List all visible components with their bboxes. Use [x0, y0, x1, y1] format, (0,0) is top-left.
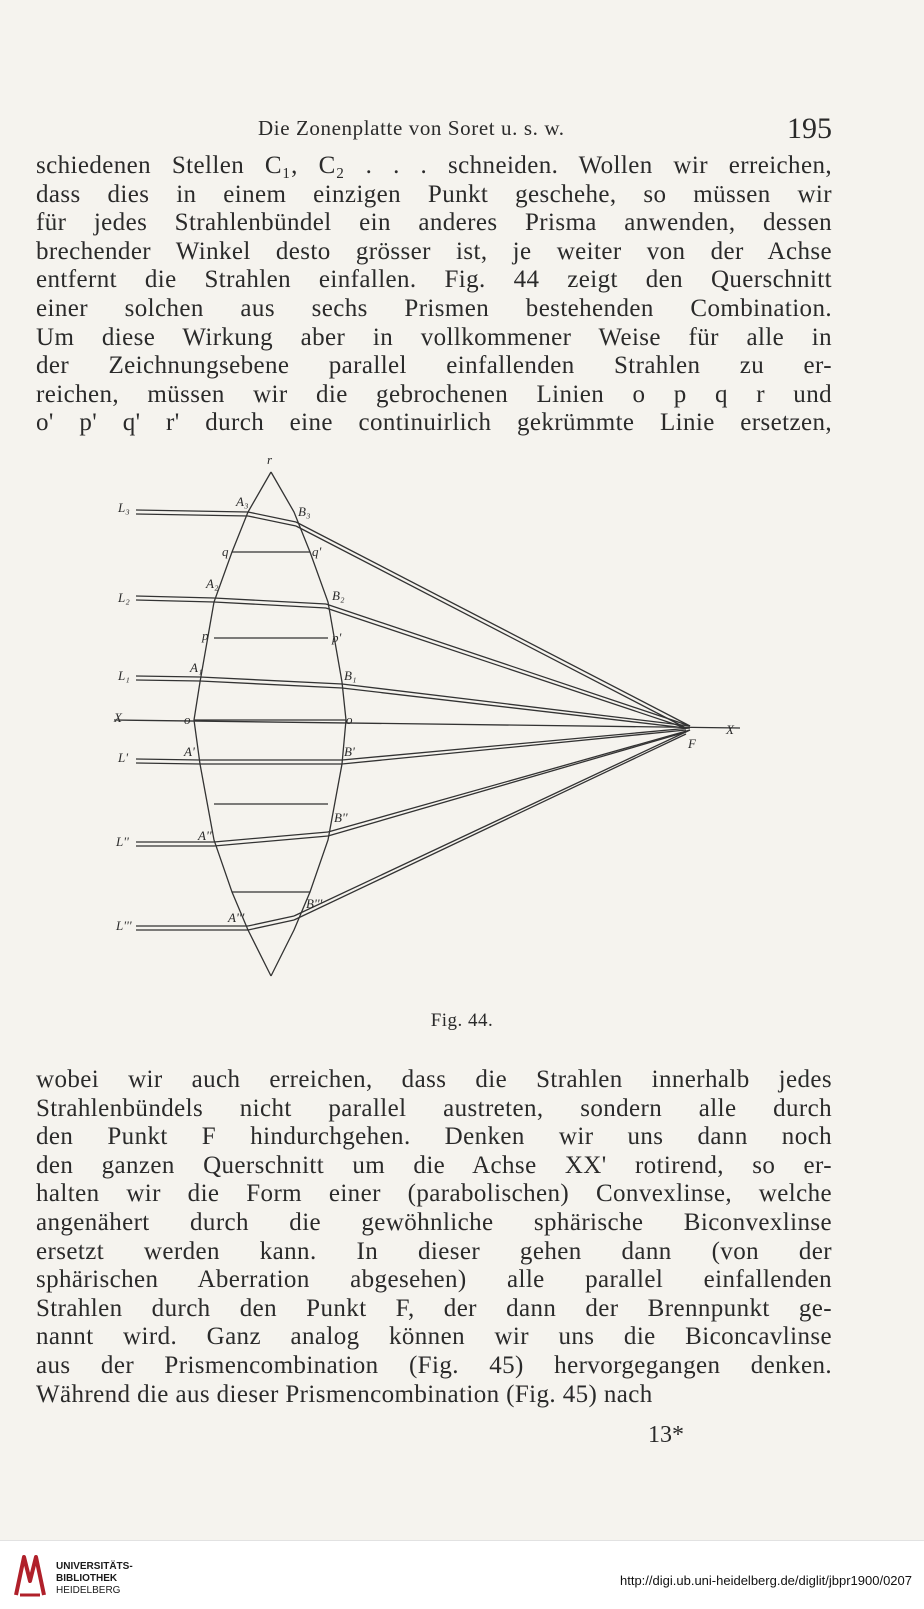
text-line: Um diese Wirkung aber in vollkommener Weise für alle in: [36, 323, 832, 351]
label-A1: A₁: [190, 660, 203, 675]
text-line: angenähert durch die gewöhnliche sphärische Biconvexlinse: [36, 1208, 832, 1236]
label-B3: B₃: [298, 504, 311, 519]
text-line: für jedes Strahlenbündel ein anderes Prisma anwenden, dessen: [36, 209, 832, 237]
text-line: Während die aus dieser Prismencombination (Fig. 45) nach: [36, 1380, 653, 1408]
library-name: [56, 1561, 133, 1597]
text-line: brechender Winkel desto grösser ist, je weiter von der Achse: [36, 237, 832, 265]
text-line: den Punkt F hindurchgehen. Denken wir uns dann noch: [36, 1123, 832, 1151]
label-x-right: X: [726, 722, 734, 737]
text-line: entfernt die Strahlen einfallen. Fig. 44 zeigt den Querschnitt: [36, 266, 832, 294]
label-p-prime: p': [332, 630, 342, 645]
label-L1-prime: L': [118, 750, 129, 765]
label-L2: L₂: [118, 590, 130, 605]
label-o-left: o: [184, 712, 191, 727]
text-line: den ganzen Querschnitt um die Achse XX' rotirend, so er-: [36, 1151, 832, 1179]
heidelberg-library-logo-icon: [10, 1551, 50, 1601]
label-q-prime: q': [312, 544, 322, 559]
page-number: 195: [787, 112, 832, 145]
label-p: p: [202, 628, 209, 643]
label-L2-prime: L'': [116, 834, 129, 849]
label-q: q: [222, 544, 229, 559]
paragraph-bottom: [36, 1066, 832, 1409]
library-line: BIBLIOTHEK: [56, 1573, 118, 1584]
label-L1: L₁: [118, 668, 130, 683]
lens-left-edge: [194, 472, 271, 976]
text-line: einer solchen aus sechs Prismen bestehenden Combination.: [36, 294, 832, 322]
label-A3-prime: A''': [228, 910, 245, 925]
text-line: o' p' q' r' durch eine continuirlich gekrümmte Linie ersetzen,: [36, 409, 832, 437]
label-r: r: [267, 452, 273, 467]
label-B3-prime: B''': [306, 896, 323, 911]
ray-bundle-L2-prime: [136, 730, 690, 846]
running-header: [36, 112, 832, 146]
label-A1-prime: A': [184, 744, 195, 759]
signature-mark: 13*: [648, 1422, 684, 1448]
source-url-link[interactable]: http://digi.ub.uni-heidelberg.de/diglit/jbpr1900/0207: [620, 1573, 912, 1588]
library-line: HEIDELBERG: [56, 1585, 121, 1596]
label-X: X: [114, 710, 122, 725]
label-o-right: o: [346, 712, 353, 727]
label-B2: B₂: [332, 588, 345, 603]
ray-bundle-L2: [136, 596, 690, 728]
label-L3: L₃: [118, 500, 130, 515]
label-L3-prime: L''': [116, 918, 132, 933]
text-line: der Zeichnungsebene parallel einfallenden Strahlen zu er-: [36, 352, 832, 380]
text-line: schiedenen Stellen C₁, C₂ . . . schneiden. Wollen wir erreichen,: [36, 152, 832, 179]
text-line: nannt wird. Ganz analog können wir uns die Biconcavlinse: [36, 1323, 832, 1351]
text-line: dass dies in einem einzigen Punkt geschehe, so müssen wir: [36, 180, 832, 208]
figure-44-prism-lens-diagram: [100, 452, 780, 1012]
label-B2-prime: B'': [334, 810, 348, 825]
label-B1: B₁: [344, 668, 357, 683]
label-B1-prime: B': [344, 744, 355, 759]
text-line: reichen, müssen wir die gebrochenen Linien o p q r und: [36, 380, 832, 408]
figure-caption: Fig. 44.: [430, 1010, 494, 1031]
text-line: Strahlenbündels nicht parallel austreten, sondern alle durch: [36, 1094, 832, 1122]
text-line: ersetzt werden kann. In dieser gehen dann (von der: [36, 1237, 832, 1265]
paragraph-top: [36, 152, 832, 438]
ray-bundle-L3: [136, 510, 690, 728]
label-F: F: [688, 736, 696, 751]
running-title: Die Zonenplatte von Soret u. s. w.: [258, 116, 565, 140]
text-line: aus der Prismencombination (Fig. 45) hervorgegangen denken.: [36, 1351, 832, 1379]
source-url: [620, 1573, 912, 1588]
text-line: Strahlen durch den Punkt F, der dann der Brennpunkt ge-: [36, 1294, 832, 1322]
text-line: halten wir die Form einer (parabolischen) Convexlinse, welche: [36, 1180, 832, 1208]
text-line: sphärischen Aberration abgesehen) alle parallel einfallenden: [36, 1266, 832, 1294]
ray-bundle-L1-prime: [136, 728, 690, 764]
label-A2-prime: A'': [198, 828, 212, 843]
text-line: wobei wir auch erreichen, dass die Strahlen innerhalb jedes: [36, 1066, 832, 1093]
library-footer: [0, 1540, 924, 1609]
label-A2: A₂: [206, 576, 219, 591]
label-A3: A₃: [236, 494, 249, 509]
library-line: UNIVERSITÄTS-: [56, 1561, 133, 1572]
